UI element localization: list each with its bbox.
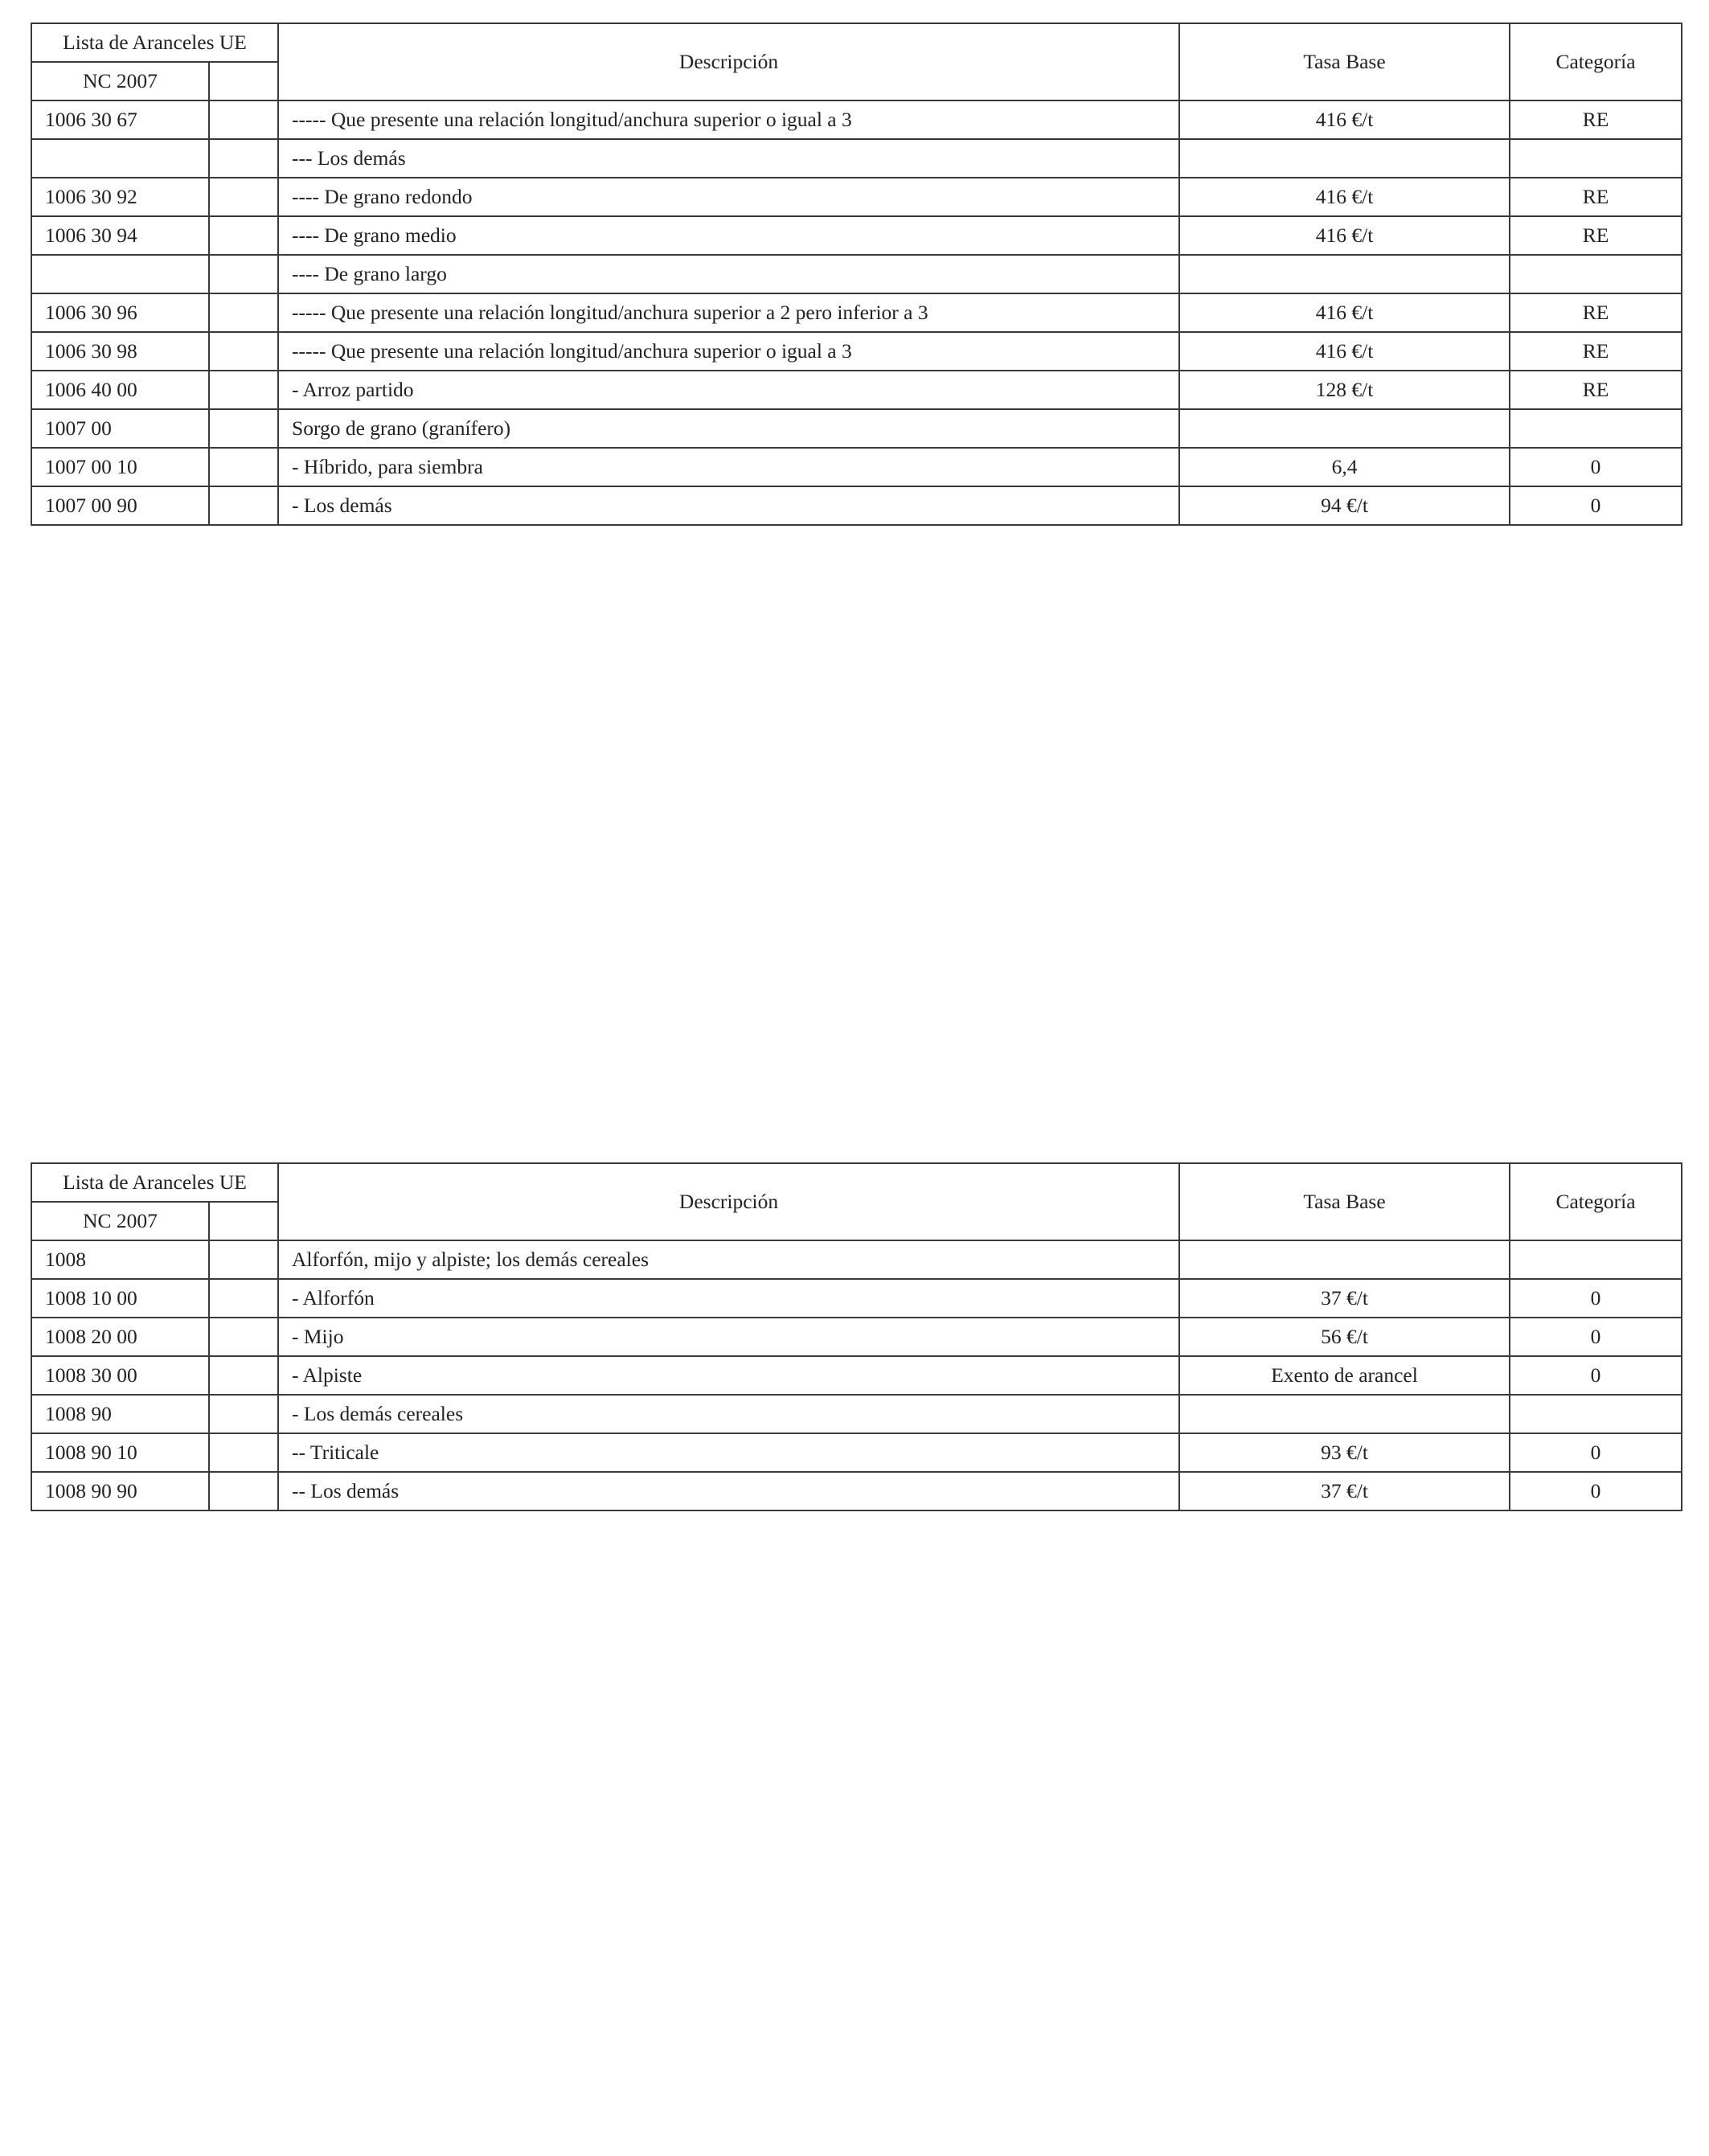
cell-code: 1006 30 98 — [31, 332, 209, 371]
cell-category — [1510, 255, 1682, 293]
cell-blank — [209, 255, 278, 293]
table-row — [31, 1318, 1682, 1356]
header-nc: NC 2007 — [31, 62, 209, 100]
cell-code: 1007 00 90 — [31, 486, 209, 525]
cell-rate: 416 €/t — [1179, 216, 1510, 255]
cell-blank — [209, 1279, 278, 1318]
table-row — [31, 178, 1682, 216]
cell-category: 0 — [1510, 486, 1682, 525]
cell-description: - Los demás cereales — [278, 1395, 1179, 1433]
cell-rate: Exento de arancel — [1179, 1356, 1510, 1395]
header-category: Categoría — [1510, 1163, 1682, 1240]
header-blank — [209, 62, 278, 100]
cell-category: RE — [1510, 293, 1682, 332]
cell-rate — [1179, 139, 1510, 178]
cell-code: 1008 90 10 — [31, 1433, 209, 1472]
cell-description: Alforfón, mijo y alpiste; los demás cereales — [278, 1240, 1179, 1279]
cell-blank — [209, 178, 278, 216]
cell-code: 1008 90 — [31, 1395, 209, 1433]
header-blank — [209, 1202, 278, 1240]
table-row — [31, 332, 1682, 371]
cell-rate: 416 €/t — [1179, 293, 1510, 332]
cell-code: 1007 00 10 — [31, 448, 209, 486]
cell-category: 0 — [1510, 1318, 1682, 1356]
cell-rate: 94 €/t — [1179, 486, 1510, 525]
cell-description: - Alpiste — [278, 1356, 1179, 1395]
cell-description: ----- Que presente una relación longitud/anchura superior a 2 pero inferior a 3 — [278, 293, 1179, 332]
cell-blank — [209, 100, 278, 139]
table-row — [31, 1395, 1682, 1433]
table-row — [31, 448, 1682, 486]
cell-description: - Arroz partido — [278, 371, 1179, 409]
cell-category: RE — [1510, 332, 1682, 371]
cell-blank — [209, 293, 278, 332]
cell-description: ---- De grano largo — [278, 255, 1179, 293]
cell-blank — [209, 332, 278, 371]
cell-code: 1006 30 92 — [31, 178, 209, 216]
cell-blank — [209, 216, 278, 255]
cell-description: -- Triticale — [278, 1433, 1179, 1472]
cell-code: 1006 40 00 — [31, 371, 209, 409]
cell-rate — [1179, 1395, 1510, 1433]
cell-description: - Alforfón — [278, 1279, 1179, 1318]
header-nc: NC 2007 — [31, 1202, 209, 1240]
cell-description: ----- Que presente una relación longitud/anchura superior o igual a 3 — [278, 332, 1179, 371]
cell-category: RE — [1510, 100, 1682, 139]
cell-code: 1008 90 90 — [31, 1472, 209, 1510]
cell-code: 1006 30 96 — [31, 293, 209, 332]
table-body — [31, 1240, 1682, 1510]
table-row — [31, 216, 1682, 255]
cell-category: 0 — [1510, 448, 1682, 486]
cell-description: -- Los demás — [278, 1472, 1179, 1510]
table-row — [31, 255, 1682, 293]
cell-category: 0 — [1510, 1279, 1682, 1318]
cell-rate: 37 €/t — [1179, 1472, 1510, 1510]
cell-rate — [1179, 255, 1510, 293]
cell-rate: 128 €/t — [1179, 371, 1510, 409]
cell-rate — [1179, 409, 1510, 448]
header-description: Descripción — [278, 23, 1179, 100]
table-row — [31, 1472, 1682, 1510]
cell-rate — [1179, 1240, 1510, 1279]
cell-description: Sorgo de grano (granífero) — [278, 409, 1179, 448]
cell-code: 1008 30 00 — [31, 1356, 209, 1395]
cell-description: - Híbrido, para siembra — [278, 448, 1179, 486]
cell-rate: 416 €/t — [1179, 332, 1510, 371]
table-row — [31, 100, 1682, 139]
header-description: Descripción — [278, 1163, 1179, 1240]
table-body — [31, 100, 1682, 525]
cell-blank — [209, 139, 278, 178]
cell-description: --- Los demás — [278, 139, 1179, 178]
header-category: Categoría — [1510, 23, 1682, 100]
cell-code: 1006 30 94 — [31, 216, 209, 255]
cell-category — [1510, 139, 1682, 178]
cell-code: 1008 10 00 — [31, 1279, 209, 1318]
cell-code: 1008 — [31, 1240, 209, 1279]
cell-blank — [209, 1318, 278, 1356]
table-header — [31, 23, 1682, 100]
table-row — [31, 1240, 1682, 1279]
table-row — [31, 293, 1682, 332]
table-row — [31, 1356, 1682, 1395]
cell-code: 1006 30 67 — [31, 100, 209, 139]
cell-rate: 6,4 — [1179, 448, 1510, 486]
cell-category: 0 — [1510, 1433, 1682, 1472]
cell-code: 1007 00 — [31, 409, 209, 448]
cell-description: ----- Que presente una relación longitud/anchura superior o igual a 3 — [278, 100, 1179, 139]
table-row — [31, 1279, 1682, 1318]
cell-description: ---- De grano redondo — [278, 178, 1179, 216]
cell-blank — [209, 1472, 278, 1510]
cell-rate: 416 €/t — [1179, 178, 1510, 216]
header-rate: Tasa Base — [1179, 1163, 1510, 1240]
cell-rate: 37 €/t — [1179, 1279, 1510, 1318]
cell-description: ---- De grano medio — [278, 216, 1179, 255]
table-row — [31, 486, 1682, 525]
cell-blank — [209, 448, 278, 486]
cell-blank — [209, 1356, 278, 1395]
cell-rate: 416 €/t — [1179, 100, 1510, 139]
header-list: Lista de Aranceles UE — [31, 1163, 278, 1202]
cell-category: RE — [1510, 216, 1682, 255]
cell-rate: 56 €/t — [1179, 1318, 1510, 1356]
cell-blank — [209, 371, 278, 409]
table-header — [31, 1163, 1682, 1240]
cell-blank — [209, 1433, 278, 1472]
table-row — [31, 139, 1682, 178]
table-row — [31, 1433, 1682, 1472]
cell-blank — [209, 1240, 278, 1279]
cell-category: 0 — [1510, 1472, 1682, 1510]
tariff-table — [31, 1162, 1682, 1511]
cell-code: 1008 20 00 — [31, 1318, 209, 1356]
cell-category — [1510, 409, 1682, 448]
header-list: Lista de Aranceles UE — [31, 23, 278, 62]
header-rate: Tasa Base — [1179, 23, 1510, 100]
cell-code — [31, 139, 209, 178]
table-row — [31, 371, 1682, 409]
cell-blank — [209, 486, 278, 525]
cell-description: - Los demás — [278, 486, 1179, 525]
cell-category: 0 — [1510, 1356, 1682, 1395]
cell-rate: 93 €/t — [1179, 1433, 1510, 1472]
cell-category: RE — [1510, 371, 1682, 409]
tariff-table — [31, 23, 1682, 526]
cell-category — [1510, 1240, 1682, 1279]
cell-blank — [209, 1395, 278, 1433]
cell-category — [1510, 1395, 1682, 1433]
cell-category: RE — [1510, 178, 1682, 216]
cell-description: - Mijo — [278, 1318, 1179, 1356]
cell-code — [31, 255, 209, 293]
cell-blank — [209, 409, 278, 448]
table-row — [31, 409, 1682, 448]
